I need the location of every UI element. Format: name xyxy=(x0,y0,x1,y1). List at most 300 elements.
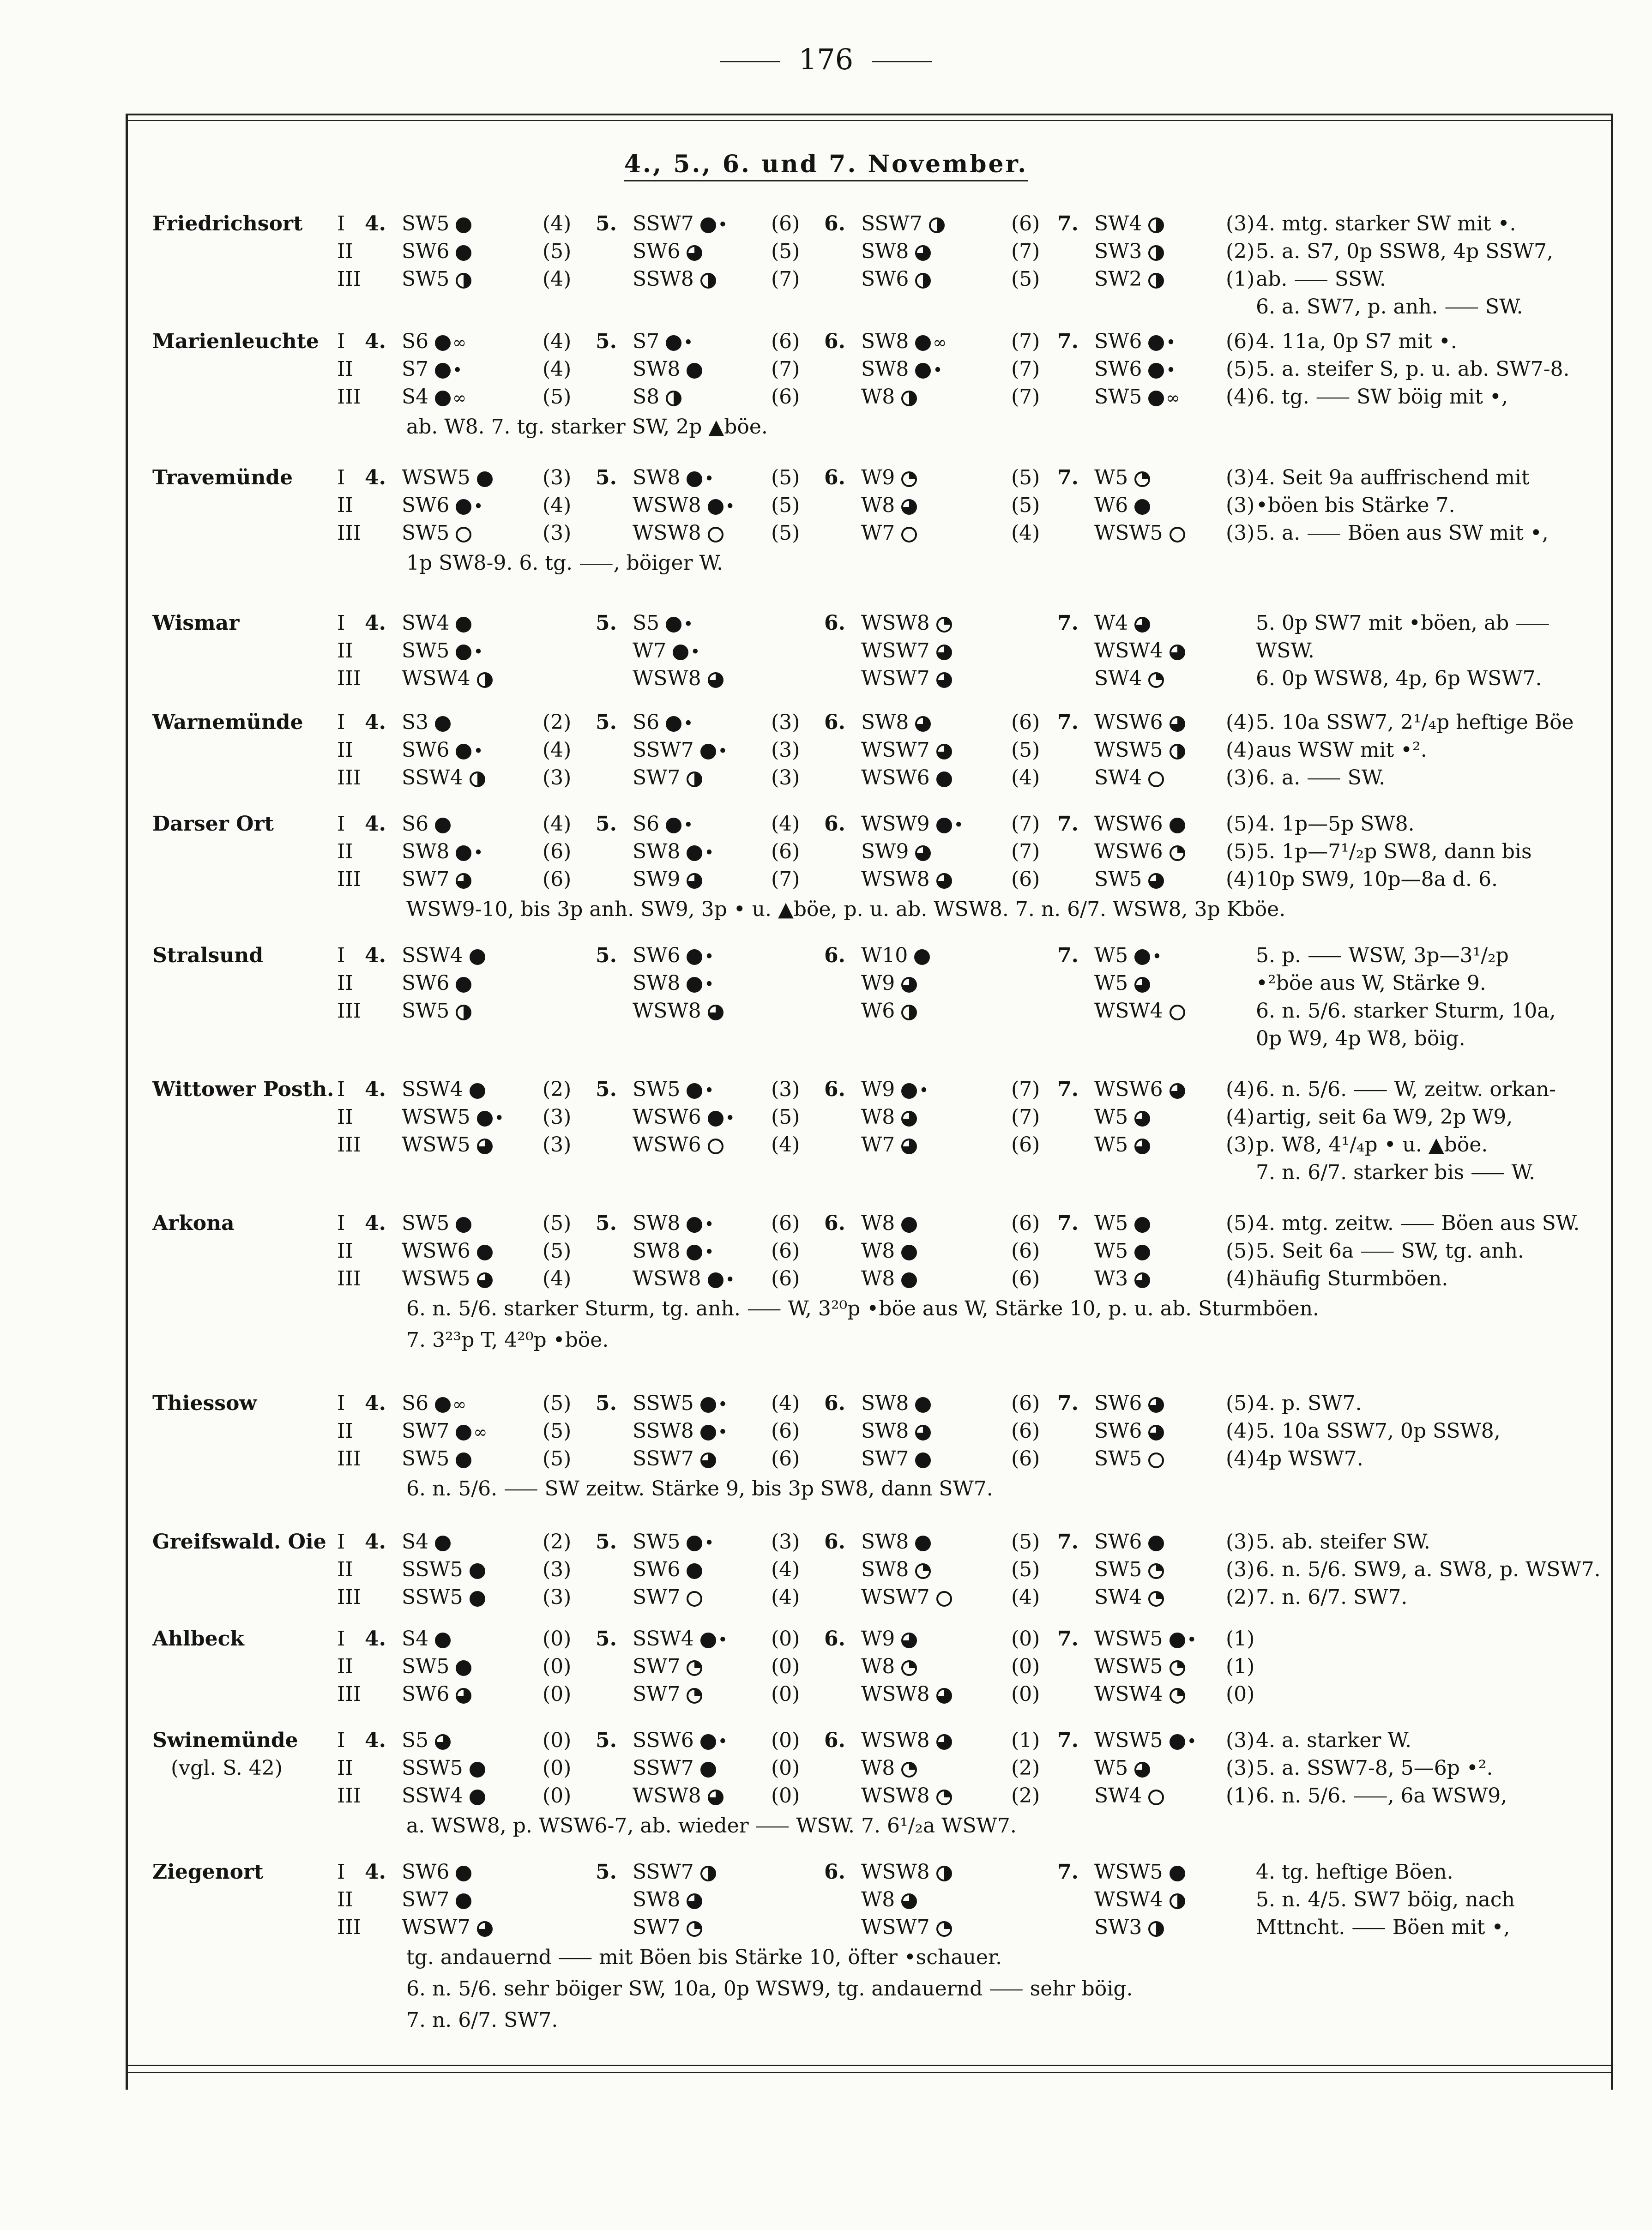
term-label: I xyxy=(337,611,345,635)
wind-observation xyxy=(1094,1625,1197,1654)
term-label: I xyxy=(337,1530,345,1554)
wind-observation xyxy=(402,328,466,357)
sea-state: (4) xyxy=(1226,385,1255,409)
wind-observation xyxy=(861,1417,931,1445)
day-label: 5. xyxy=(596,466,617,489)
wind-observation xyxy=(1094,210,1164,238)
sea-state: (0) xyxy=(771,1784,800,1808)
station-name: Wismar xyxy=(152,611,240,635)
station-note: 5. 10a SSW7, 0p SSW8, xyxy=(1256,1419,1501,1443)
station-note: WSW. xyxy=(1256,639,1314,663)
cloud-cover-icon xyxy=(666,335,681,351)
station-continuation-note: 6. n. 5/6. starker Sturm, tg. anh. ⸺ W, 3²⁰p •böe aus W, Stärke 10, p. u. ab. Sturmböen. xyxy=(406,1297,1320,1320)
day-label: 5. xyxy=(596,711,617,734)
wind-observation xyxy=(861,1131,917,1159)
day-label: 7. xyxy=(1057,1530,1079,1554)
sea-state: (3) xyxy=(543,1133,572,1157)
cloud-cover-icon xyxy=(1170,845,1185,861)
cloud-cover-icon xyxy=(687,977,702,993)
cloud-cover-icon xyxy=(700,1762,716,1778)
wind-value: W5 xyxy=(1094,971,1128,995)
wind-value: SW8 xyxy=(633,840,681,863)
wind-observation xyxy=(1094,1210,1150,1237)
cloud-cover-icon xyxy=(687,949,702,965)
wind-observation xyxy=(402,464,493,492)
sea-state: (5) xyxy=(1011,267,1040,291)
cloud-cover-icon xyxy=(456,1005,471,1020)
day-label: 7. xyxy=(1057,611,1079,635)
wind-observation xyxy=(1094,1914,1164,1941)
cloud-cover-icon xyxy=(687,363,702,379)
sea-state: (5) xyxy=(543,1392,572,1415)
term-label: III xyxy=(337,1585,362,1609)
wind-observation xyxy=(402,1131,493,1159)
wind-observation xyxy=(1094,1265,1150,1293)
wind-observation xyxy=(633,1858,716,1886)
wind-observation xyxy=(633,942,714,971)
wind-observation xyxy=(633,1528,714,1557)
wind-observation xyxy=(633,210,728,239)
wind-observation xyxy=(402,736,483,765)
cloud-cover-icon xyxy=(708,1790,724,1805)
day-label: 5. xyxy=(596,611,617,635)
sea-state: (3) xyxy=(1226,521,1255,545)
sea-state: (5) xyxy=(1011,466,1040,489)
wind-observation xyxy=(633,866,702,893)
term-label: II xyxy=(337,971,353,995)
wind-observation xyxy=(402,665,493,693)
sea-state: (4) xyxy=(543,357,572,381)
weather-modifier: • xyxy=(473,643,483,662)
weather-modifier: • xyxy=(704,470,714,488)
cloud-cover-icon xyxy=(915,1453,931,1468)
wind-value: S8 xyxy=(633,385,660,409)
sea-state: (7) xyxy=(1011,330,1040,353)
day-label: 5. xyxy=(596,1530,617,1554)
wind-value: SW5 xyxy=(402,1655,450,1678)
wind-observation xyxy=(861,1914,952,1941)
wind-value: SW5 xyxy=(1094,1447,1142,1471)
station-continuation-note: ab. W8. 7. tg. starker SW, 2p ▲böe. xyxy=(406,415,768,439)
wind-observation xyxy=(402,997,471,1025)
cloud-cover-icon xyxy=(456,744,471,759)
station-note: 0p W9, 4p W8, böig. xyxy=(1256,1027,1465,1050)
cloud-cover-icon xyxy=(936,672,952,688)
station-note: 5. a. SSW7-8, 5—6p •². xyxy=(1256,1756,1493,1780)
wind-value: WSW4 xyxy=(1094,1682,1163,1706)
wind-value: SW6 xyxy=(402,971,450,995)
station-note: 7. n. 6/7. SW7. xyxy=(1256,1585,1408,1609)
day-label: 4. xyxy=(365,1860,386,1884)
wind-observation xyxy=(633,1210,714,1239)
wind-observation xyxy=(633,383,681,411)
wind-observation xyxy=(1094,1556,1164,1584)
sea-state: (0) xyxy=(771,1655,800,1678)
cloud-cover-icon xyxy=(901,391,917,406)
wind-value: W5 xyxy=(1094,466,1128,489)
station-note: aus WSW mit •². xyxy=(1256,738,1427,762)
term-label: II xyxy=(337,1419,353,1443)
sea-state: (3) xyxy=(771,1078,800,1101)
cloud-cover-icon xyxy=(901,1005,917,1020)
station-note: ab. ⸺ SSW. xyxy=(1256,267,1386,291)
cloud-cover-icon xyxy=(456,873,471,889)
cloud-cover-icon xyxy=(915,1536,931,1551)
sea-state: (5) xyxy=(1011,1530,1040,1554)
wind-observation xyxy=(861,609,952,637)
cloud-cover-icon xyxy=(936,1591,952,1607)
wind-observation xyxy=(1094,383,1180,412)
sea-state: (1) xyxy=(1226,267,1255,291)
cloud-cover-icon xyxy=(708,1005,724,1020)
term-label: III xyxy=(337,1784,362,1808)
wind-observation xyxy=(861,383,917,411)
day-label: 6. xyxy=(824,1627,845,1651)
sea-state: (0) xyxy=(543,1627,572,1651)
day-label: 4. xyxy=(365,1627,386,1651)
cloud-cover-icon xyxy=(1134,1217,1150,1233)
wind-value: SW7 xyxy=(402,1419,450,1443)
day-label: 7. xyxy=(1057,812,1079,836)
wind-observation xyxy=(633,265,716,293)
wind-value: WSW8 xyxy=(633,1267,701,1290)
wind-observation xyxy=(402,970,471,997)
wind-value: W8 xyxy=(861,1267,895,1290)
wind-observation xyxy=(633,1131,724,1159)
sea-state: (3) xyxy=(1226,766,1255,790)
sea-state: (3) xyxy=(1226,494,1255,517)
cloud-cover-icon xyxy=(700,1866,716,1881)
weather-modifier: • xyxy=(725,1109,735,1128)
station-name: Darser Ort xyxy=(152,812,274,836)
weather-modifier: ∞ xyxy=(933,333,947,352)
wind-value: WSW5 xyxy=(1094,521,1163,545)
station-name: Marienleuchte xyxy=(152,330,319,353)
sea-state: (4) xyxy=(1226,1447,1255,1471)
wind-observation xyxy=(402,1886,471,1914)
wind-value: W5 xyxy=(1094,944,1128,967)
cloud-cover-icon xyxy=(687,1591,702,1607)
wind-observation xyxy=(633,1390,728,1419)
cloud-cover-icon xyxy=(435,818,451,833)
wind-observation xyxy=(861,1625,917,1653)
day-label: 4. xyxy=(365,1530,386,1554)
weather-modifier: • xyxy=(452,361,463,380)
cloud-cover-icon xyxy=(470,1762,485,1778)
sea-state: (0) xyxy=(543,1756,572,1780)
wind-observation xyxy=(861,970,917,997)
station-note: •böen bis Stärke 7. xyxy=(1256,494,1455,517)
station-name: Travemünde xyxy=(152,466,293,489)
station-note: 5. a. S7, 0p SSW8, 4p SSW7, xyxy=(1256,240,1553,263)
wind-value: SSW4 xyxy=(402,1078,463,1101)
sea-state: (0) xyxy=(771,1682,800,1706)
cloud-cover-icon xyxy=(901,1660,917,1676)
weather-modifier: • xyxy=(690,643,700,662)
sea-state: (3) xyxy=(771,738,800,762)
cloud-cover-icon xyxy=(1170,1688,1185,1704)
wind-observation xyxy=(633,736,728,765)
wind-observation xyxy=(402,1858,471,1886)
weather-modifier: • xyxy=(919,1081,929,1100)
wind-observation xyxy=(633,1754,716,1782)
cloud-cover-icon xyxy=(700,217,716,233)
wind-value: WSW8 xyxy=(861,1729,930,1752)
cloud-cover-icon xyxy=(915,1397,931,1413)
weather-modifier: • xyxy=(717,216,728,235)
wind-value: SW7 xyxy=(633,1585,681,1609)
wind-value: S6 xyxy=(402,812,429,836)
wind-value: W8 xyxy=(861,1239,895,1263)
wind-value: WSW5 xyxy=(402,1133,470,1157)
wind-value: W8 xyxy=(861,494,895,517)
wind-observation xyxy=(1094,764,1164,792)
cloud-cover-icon xyxy=(1170,1734,1185,1750)
sea-state: (6) xyxy=(1011,868,1040,891)
cloud-cover-icon xyxy=(456,499,471,515)
wind-observation xyxy=(861,1858,952,1886)
wind-value: SW5 xyxy=(1094,868,1142,891)
sea-state: (6) xyxy=(771,840,800,863)
wind-value: WSW8 xyxy=(633,494,701,517)
wind-value: SW4 xyxy=(1094,766,1142,790)
sea-state: (5) xyxy=(543,1419,572,1443)
wind-value: WSW8 xyxy=(633,1784,701,1808)
cloud-cover-icon xyxy=(1148,245,1164,261)
wind-observation xyxy=(1094,328,1176,357)
wind-observation xyxy=(1094,942,1162,971)
cloud-cover-icon xyxy=(901,1217,917,1233)
station-name: Wittower Posth. xyxy=(152,1078,334,1101)
weather-modifier: ∞ xyxy=(473,1423,488,1442)
cloud-cover-icon xyxy=(708,672,724,688)
cloud-cover-icon xyxy=(1148,1536,1164,1551)
wind-observation xyxy=(861,1653,917,1681)
day-label: 6. xyxy=(824,330,845,353)
wind-value: WSW5 xyxy=(402,466,470,489)
day-label: 4. xyxy=(365,944,386,967)
term-label: III xyxy=(337,999,362,1023)
wind-observation xyxy=(402,1556,485,1584)
sea-state: (4) xyxy=(543,212,572,235)
day-label: 4. xyxy=(365,212,386,235)
wind-observation xyxy=(633,492,735,521)
term-label: II xyxy=(337,357,353,381)
cloud-cover-icon xyxy=(477,471,493,487)
sea-state: (5) xyxy=(1226,357,1255,381)
wind-observation xyxy=(861,1528,931,1556)
wind-observation xyxy=(861,810,964,839)
wind-value: SW3 xyxy=(1094,240,1142,263)
wind-observation xyxy=(1094,265,1164,293)
day-label: 6. xyxy=(824,1392,845,1415)
wind-value: WSW6 xyxy=(1094,711,1163,734)
station-note: 6. n. 5/6. starker Sturm, 10a, xyxy=(1256,999,1556,1023)
wind-observation xyxy=(861,709,931,736)
wind-observation xyxy=(1094,464,1150,492)
wind-value: WSW5 xyxy=(1094,1627,1163,1651)
station-note: artig, seit 6a W9, 2p W9, xyxy=(1256,1105,1513,1129)
wind-observation xyxy=(1094,810,1185,838)
wind-observation xyxy=(402,356,462,385)
weather-modifier: • xyxy=(725,1271,735,1290)
cloud-cover-icon xyxy=(1134,499,1150,515)
term-label: I xyxy=(337,1078,345,1101)
weather-modifier: • xyxy=(1166,333,1176,352)
wind-value: W5 xyxy=(1094,1756,1128,1780)
sea-state: (3) xyxy=(1226,1558,1255,1581)
term-label: III xyxy=(337,1133,362,1157)
station-note: •²böe aus W, Stärke 9. xyxy=(1256,971,1486,995)
cloud-cover-icon xyxy=(477,672,493,688)
wind-value: WSW8 xyxy=(633,999,701,1023)
cloud-cover-icon xyxy=(687,245,702,261)
wind-value: W8 xyxy=(861,1756,895,1780)
cloud-cover-icon xyxy=(700,744,716,759)
wind-value: SW8 xyxy=(861,240,909,263)
cloud-cover-icon xyxy=(915,273,931,289)
cloud-cover-icon xyxy=(915,1425,931,1440)
term-label: I xyxy=(337,1392,345,1415)
station-note: Mttncht. ⸺ Böen mit •, xyxy=(1256,1916,1510,1939)
cloud-cover-icon xyxy=(901,1633,917,1648)
cloud-cover-icon xyxy=(1170,645,1185,660)
wind-value: WSW6 xyxy=(1094,812,1163,836)
wind-observation xyxy=(633,1625,728,1654)
cloud-cover-icon xyxy=(1134,617,1150,633)
wind-observation xyxy=(861,210,945,238)
day-label: 5. xyxy=(596,1729,617,1752)
wind-observation xyxy=(402,1103,504,1133)
wind-value: SW5 xyxy=(402,521,450,545)
station-note: 6. a. ⸺ SW. xyxy=(1256,766,1386,790)
station-note: 4. Seit 9a auffrischend mit xyxy=(1256,466,1530,489)
cloud-cover-icon xyxy=(666,617,681,633)
sea-state: (6) xyxy=(543,868,572,891)
wind-observation xyxy=(861,238,931,265)
wind-observation xyxy=(633,238,702,265)
cloud-cover-icon xyxy=(1170,1893,1185,1909)
wind-value: S6 xyxy=(633,711,660,734)
cloud-cover-icon xyxy=(456,217,471,233)
wind-value: W8 xyxy=(861,1888,895,1911)
sea-state: (2) xyxy=(543,1530,572,1554)
wind-value: S7 xyxy=(633,330,660,353)
cloud-cover-icon xyxy=(456,1453,471,1468)
cloud-cover-icon xyxy=(1148,1397,1164,1413)
cloud-cover-icon xyxy=(666,818,681,833)
wind-observation xyxy=(633,1914,702,1941)
sea-state: (3) xyxy=(771,766,800,790)
cloud-cover-icon xyxy=(901,977,917,993)
term-label: II xyxy=(337,1888,353,1911)
sea-state: (2) xyxy=(1011,1756,1040,1780)
station-note: 4. mtg. zeitw. ⸺ Böen aus SW. xyxy=(1256,1211,1580,1235)
station-note: 4. 11a, 0p S7 mit •. xyxy=(1256,330,1457,353)
weather-modifier: • xyxy=(717,1423,728,1442)
wind-value: SW8 xyxy=(861,330,909,353)
term-label: I xyxy=(337,1729,345,1752)
cloud-cover-icon xyxy=(936,873,952,889)
wind-observation xyxy=(1094,519,1185,547)
wind-value: SW8 xyxy=(861,1558,909,1581)
wind-observation xyxy=(633,1584,702,1611)
wind-observation xyxy=(633,1265,735,1294)
cloud-cover-icon xyxy=(435,1633,451,1648)
sea-state: (6) xyxy=(771,1447,800,1471)
wind-value: SSW7 xyxy=(633,1860,694,1884)
cloud-cover-icon xyxy=(1148,873,1164,889)
station-note: 4. 1p—5p SW8. xyxy=(1256,812,1415,836)
wind-observation xyxy=(861,1886,917,1914)
cloud-cover-icon xyxy=(901,1083,917,1099)
wind-value: SW5 xyxy=(633,1530,681,1554)
cloud-cover-icon xyxy=(936,818,952,833)
wind-value: SW8 xyxy=(861,1419,909,1443)
cloud-cover-icon xyxy=(456,1893,471,1909)
weather-modifier: • xyxy=(1187,1732,1197,1751)
wind-value: S4 xyxy=(402,385,429,409)
wind-value: SSW7 xyxy=(633,212,694,235)
cloud-cover-icon xyxy=(1148,217,1164,233)
term-label: II xyxy=(337,1239,353,1263)
wind-observation xyxy=(633,970,714,999)
cloud-cover-icon xyxy=(435,1536,451,1551)
wind-observation xyxy=(402,609,471,637)
sea-state: (4) xyxy=(543,330,572,353)
cloud-cover-icon xyxy=(1170,744,1185,759)
wind-observation xyxy=(861,1727,952,1754)
sea-state: (0) xyxy=(771,1729,800,1752)
weather-modifier: • xyxy=(473,497,483,516)
wind-observation xyxy=(861,942,930,970)
wind-observation xyxy=(1094,1584,1164,1611)
cloud-cover-icon xyxy=(1170,527,1185,542)
wind-observation xyxy=(633,1417,728,1446)
day-label: 7. xyxy=(1057,1211,1079,1235)
term-label: III xyxy=(337,766,362,790)
wind-observation xyxy=(861,1237,917,1265)
cloud-cover-icon xyxy=(470,1083,485,1099)
station-note: 6. n. 5/6. SW9, a. SW8, p. WSW7. xyxy=(1256,1558,1601,1581)
cloud-cover-icon xyxy=(456,1425,471,1440)
weather-modifier: • xyxy=(704,844,714,862)
cloud-cover-icon xyxy=(1170,1660,1185,1676)
weather-modifier: • xyxy=(953,816,964,835)
station-note: 5. 1p—7¹/₂p SW8, dann bis xyxy=(1256,840,1532,863)
wind-value: WSW6 xyxy=(1094,840,1163,863)
cloud-cover-icon xyxy=(456,245,471,261)
cloud-cover-icon xyxy=(936,1688,952,1704)
wind-value: WSW8 xyxy=(633,521,701,545)
wind-observation xyxy=(1094,1445,1164,1473)
wind-value: SSW4 xyxy=(402,944,463,967)
sea-state: (5) xyxy=(543,1447,572,1471)
wind-value: SW2 xyxy=(1094,267,1142,291)
wind-value: SW6 xyxy=(1094,357,1142,381)
sea-state: (5) xyxy=(771,1105,800,1129)
sea-state: (5) xyxy=(1011,494,1040,517)
wind-value: SW8 xyxy=(633,1888,681,1911)
station-name: Thiessow xyxy=(152,1392,257,1415)
station-note: 5. 10a SSW7, 2¹/₄p heftige Böe xyxy=(1256,711,1574,734)
sea-state: (3) xyxy=(543,466,572,489)
wind-value: W5 xyxy=(1094,1105,1128,1129)
wind-value: SW5 xyxy=(402,267,450,291)
term-label: III xyxy=(337,385,362,409)
station-continuation-note: 6. n. 5/6. ⸺ SW zeitw. Stärke 9, bis 3p SW8, dann SW7. xyxy=(406,1477,993,1501)
sea-state: (6) xyxy=(1226,330,1255,353)
